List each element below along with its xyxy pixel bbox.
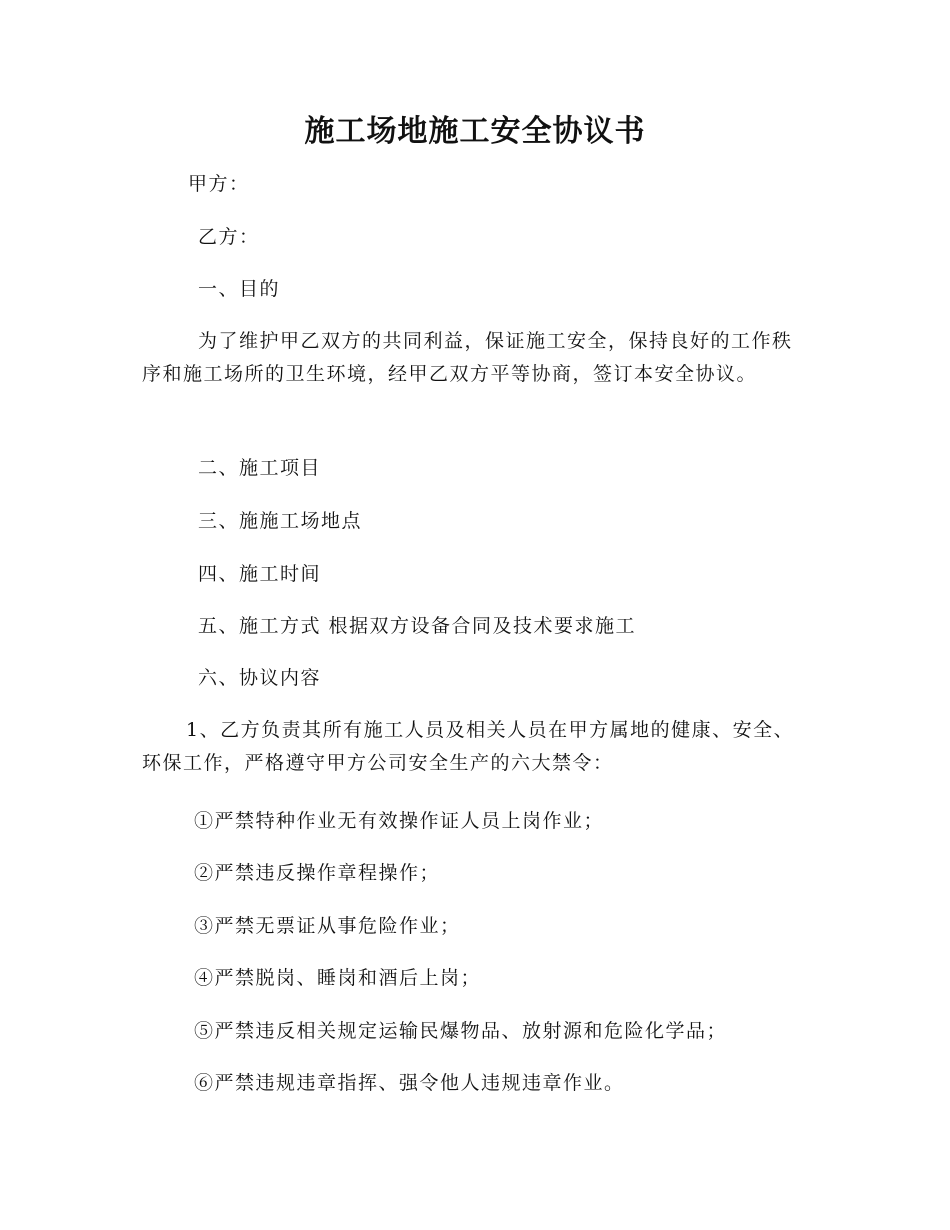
- prohibition-item: ⑤严禁违反相关规定运输民爆物品、放射源和危险化学品；: [194, 1020, 728, 1042]
- section-1-body: 为了维护甲乙双方的共同利益，保证施工安全，保持良好的工作秩序和施工场所的卫生环境，经甲乙双方平等协商，签订本安全协议。: [142, 330, 793, 385]
- section-2-heading: 二、施工项目: [198, 457, 322, 479]
- prohibition-item: ④严禁脱岗、睡岗和酒后上岗；: [194, 967, 482, 989]
- prohibition-item: ⑥严禁违规违章指挥、强令他人违规违章作业。: [194, 1072, 625, 1094]
- party-a-label: 甲方：: [188, 173, 250, 195]
- section-5-heading: 五、施工方式 根据双方设备合同及技术要求施工: [198, 615, 637, 637]
- prohibition-item: ③严禁无票证从事危险作业；: [194, 915, 461, 937]
- party-b-label: 乙方：: [198, 226, 260, 248]
- section-4-heading: 四、施工时间: [198, 563, 322, 585]
- prohibition-item: ②严禁违反操作章程操作；: [194, 862, 441, 884]
- document-title: 施工场地施工安全协议书: [304, 114, 646, 149]
- section-1-heading: 一、目的: [198, 278, 281, 300]
- section-3-heading: 三、施施工场地点: [198, 510, 363, 532]
- section-6-heading: 六、协议内容: [198, 667, 322, 689]
- prohibition-item: ①严禁特种作业无有效操作证人员上岗作业；: [194, 810, 605, 832]
- clause-1: 1、乙方负责其所有施工人员及相关人员在甲方属地的健康、安全、环保工作，严格遵守甲方公司安全生产的六大禁令：: [142, 719, 795, 774]
